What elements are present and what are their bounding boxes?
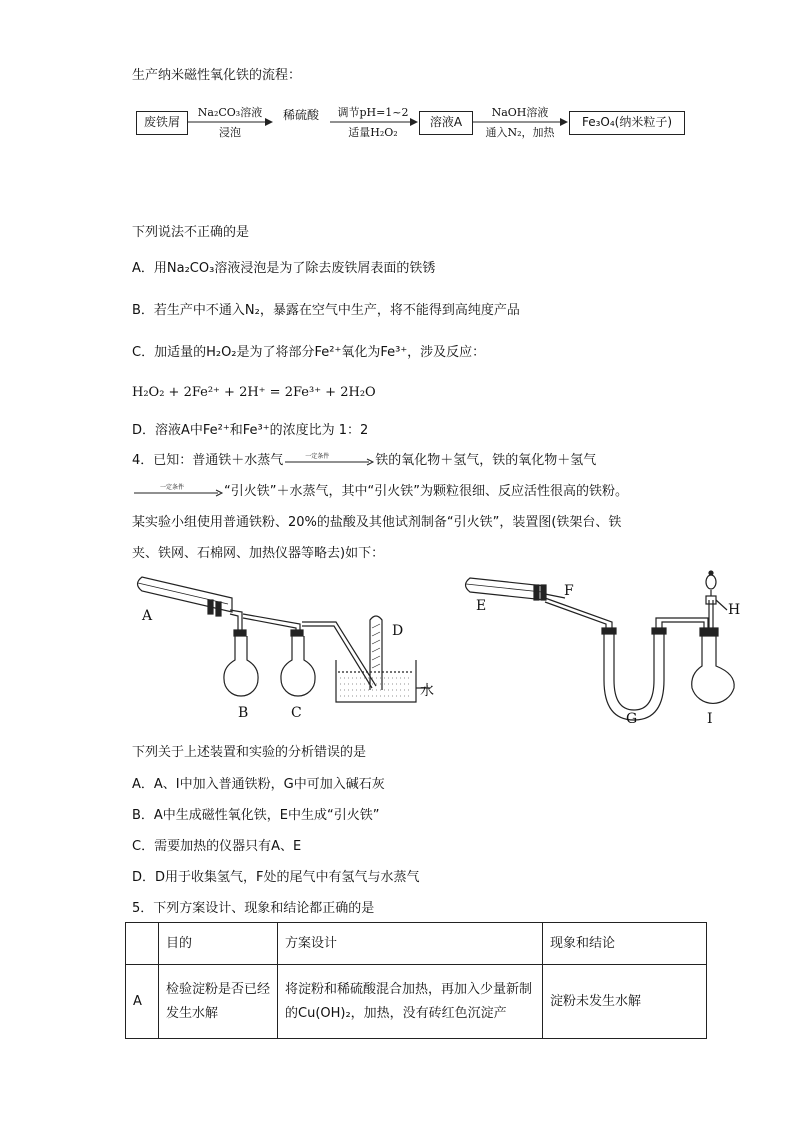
apparatus-diagram: [0, 570, 794, 730]
q4-condition-arrow-2: [132, 485, 224, 499]
q4-line3: 某实验小组使用普通铁粉、20%的盐酸及其他试剂制备“引火铁”，装置图(铁架台、铁: [132, 515, 622, 530]
q4-option-b: B．A中生成磁性氧化铁，E中生成“引火铁”: [132, 808, 380, 823]
flow-step3-bottom: 通入N₂，加热: [485, 126, 555, 139]
q4-line1-end: 铁的氧化物＋氢气，铁的氧化物＋氢气: [375, 453, 597, 468]
flow-step3-top: NaOH溶液: [491, 106, 549, 119]
flow-step2-bottom: 适量H₂O₂: [348, 126, 398, 139]
q5-table-row: [126, 965, 707, 1039]
label-h: H: [728, 602, 741, 618]
label-i: I: [707, 711, 713, 727]
flow-mid-text: 稀硫酸: [282, 108, 319, 122]
q3-option-d: D．溶液A中Fe²⁺和Fe³⁺的浓度比为 1：2: [132, 423, 369, 438]
q3-option-a: A．用Na₂CO₃溶液浸泡是为了除去废铁屑表面的铁锈: [132, 261, 436, 276]
u-tube-g: [602, 628, 666, 720]
flow-end-box: Fe₃O₄(纳米粒子): [569, 111, 685, 135]
flow-step1-top: Na₂CO₃溶液: [197, 106, 263, 119]
q3-option-c: C．加适量的H₂O₂是为了将部分Fe²⁺氧化为Fe³⁺，涉及反应：: [132, 345, 486, 360]
q3-option-b: B．若生产中不通入N₂，暴露在空气中生产，将不能得到高纯度产品: [132, 303, 520, 318]
label-water: 水: [420, 683, 434, 699]
flow-arrows: [0, 0, 794, 160]
label-e: E: [476, 598, 487, 614]
label-c: C: [291, 705, 302, 721]
label-f: F: [564, 583, 574, 599]
q4-line4: 夹、铁网、石棉网、加热仪器等略去)如下：: [132, 546, 385, 561]
flow-step1-bottom: 浸泡: [219, 126, 241, 139]
q4-condition-label-2: 一定条件: [160, 483, 185, 491]
q4-option-a: A．A、I中加入普通铁粉，G中可加入碱石灰: [132, 777, 385, 792]
q3-stem: 下列说法不正确的是: [132, 225, 250, 240]
flow-solution-a-box: 溶液A: [419, 111, 473, 135]
q4-line1-start: 4．已知：普通铁＋水蒸气: [132, 453, 284, 468]
q5-row-conclusion: 淀粉未发生水解: [543, 965, 707, 1039]
funnel-h: [706, 571, 716, 604]
q4-option-c: C．需要加热的仪器只有A、E: [132, 839, 302, 854]
q5-row-design: 将淀粉和稀硫酸混合加热，再加入少量新制的Cu(OH)₂，加热，没有砖红色沉淀产: [278, 965, 543, 1039]
q5-header-cell: [126, 923, 159, 965]
q5-header-cell: 方案设计: [278, 923, 543, 965]
flow-start-box: 废铁屑: [136, 111, 188, 135]
label-a: A: [142, 608, 153, 624]
q3-option-c-equation: H₂O₂ + 2Fe²⁺ + 2H⁺ = 2Fe³⁺ + 2H₂O: [132, 385, 376, 400]
q4-line2: [132, 483, 628, 501]
q5-row-purpose: 检验淀粉是否已经发生水解: [159, 965, 278, 1039]
q4-condition-label-1: 一定条件: [305, 452, 330, 460]
q5-row-label: A: [126, 965, 159, 1039]
q5-stem: 5．下列方案设计、现象和结论都正确的是: [132, 901, 375, 916]
q4-condition-arrow-1: [283, 454, 375, 468]
q4-option-d: D．D用于收集氢气，F处的尾气中有氢气与水蒸气: [132, 870, 420, 885]
q5-table: [125, 922, 707, 1039]
flask-b: [224, 630, 258, 696]
q5-header-cell: 现象和结论: [543, 923, 707, 965]
label-b: B: [238, 705, 249, 721]
q4-line1: [132, 452, 596, 470]
q5-header-cell: 目的: [159, 923, 278, 965]
flow-step2-top: 调节pH=1~2: [337, 106, 409, 119]
flow-intro: 生产纳米磁性氧化铁的流程：: [132, 68, 302, 83]
q4-line2-text: “引火铁”＋水蒸气，其中“引火铁”为颗粒很细、反应活性很高的铁粉。: [224, 484, 628, 499]
tube-e: [466, 578, 547, 600]
q4-stem: 下列关于上述装置和实验的分析错误的是: [132, 745, 367, 760]
flask-c: [281, 630, 315, 696]
q5-header-row: [126, 923, 707, 965]
label-d: D: [392, 623, 404, 639]
label-g: G: [626, 711, 638, 727]
